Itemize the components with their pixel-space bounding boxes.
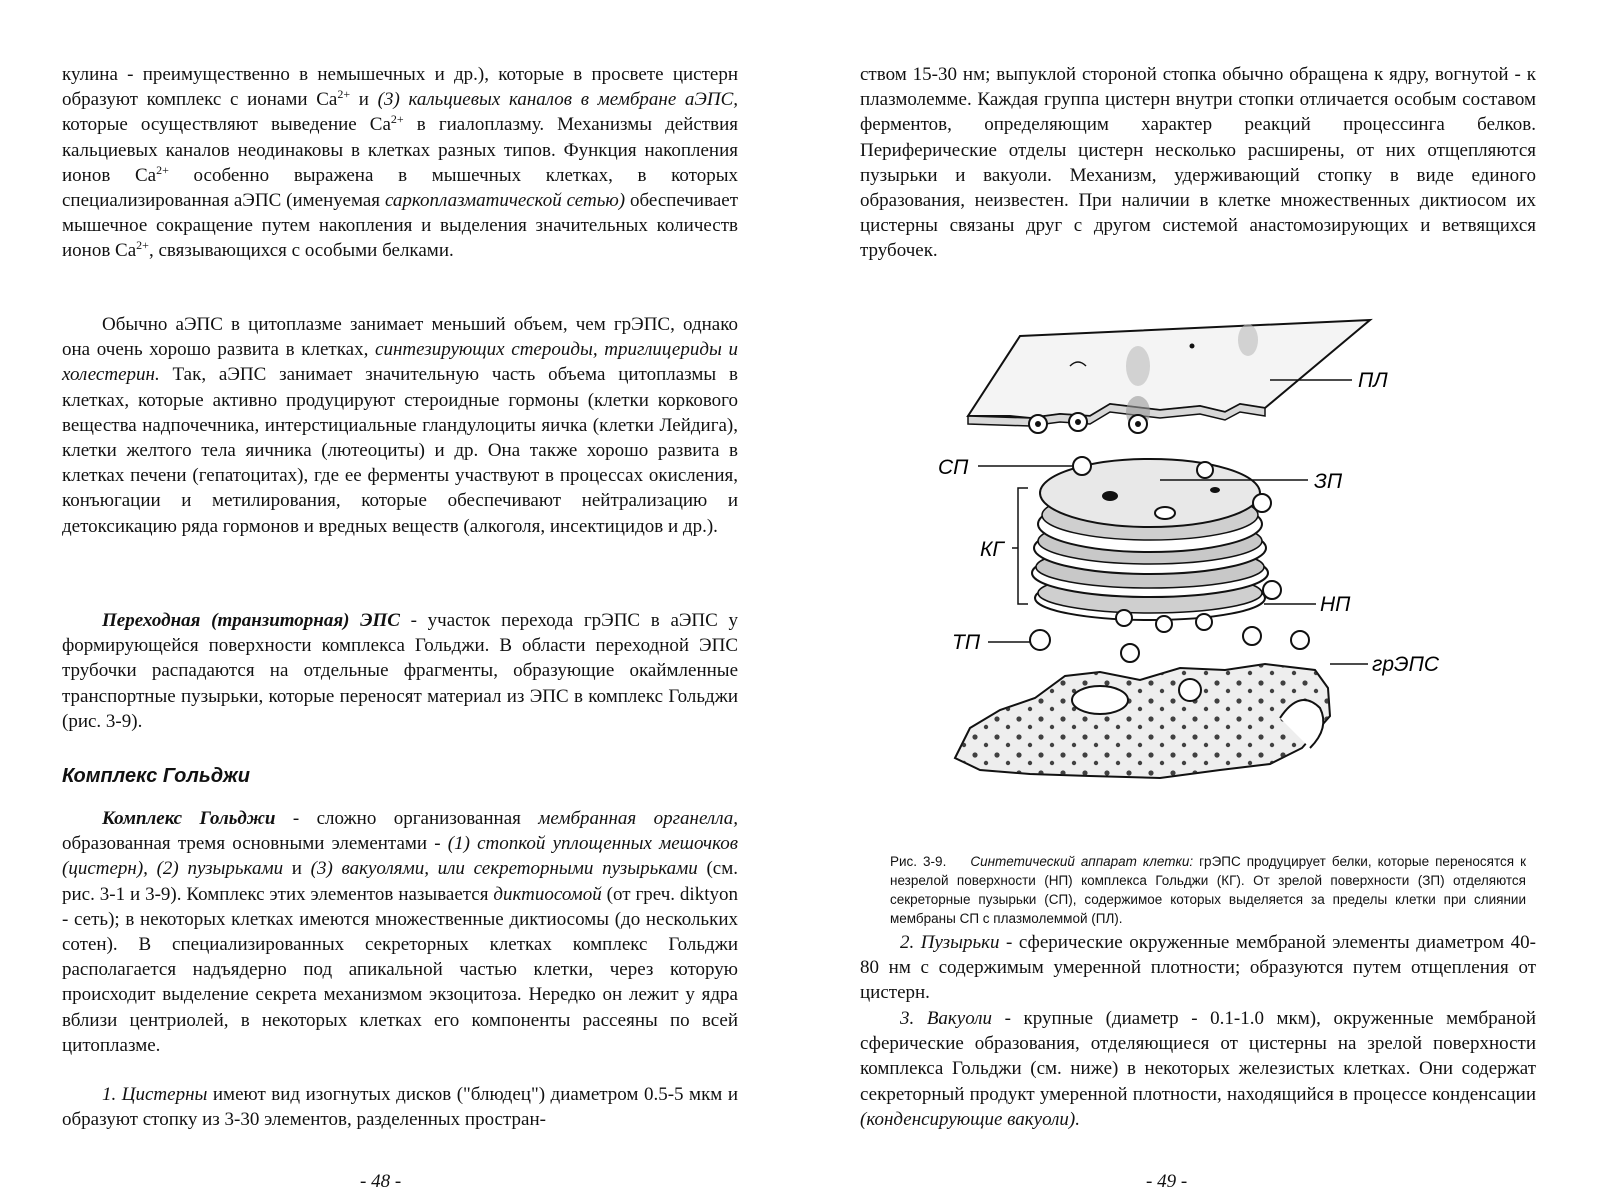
label-rough-er: грЭПС [1372,653,1439,676]
paragraph-ca-channels: кулина - преимущественно в немышечных и др.), которые в просвете цистерн образуют комплекс с ионами $Са^{2+}$ и (3) кальциевых каналов в мембране аЭПС, которые осуществляют выведение $Са^{2+}$ в гиалоплазму. Механизмы действия кальциевых каналов неодинаковы в клетках разных типов. Функция накопления ионов $Са^{2+}$ особенно выражена в мышечных клетках, в которых специализированная аЭПС (именуемая саркоплазматической сетью) обеспечивает мышечное сокращение путем накопления и выделения значительных количеств ионов $Са^{2+}$, связывающихся с особыми белками. [62,64,739,262]
label-transport-vesicles: ТП [952,631,981,654]
paragraph-cisterns: 1. Цистерны имеют вид изогнутых дисков ("блюдец") диаметром 0.5-5 мкм и образуют стопку из 3-30 элементов, разделенных простран- [62,1084,739,1131]
page-number-left: - 48 - [360,1171,402,1192]
golgi-stack [1032,457,1281,645]
figure-caption: Рис. 3-9. Синтетический аппарат клетки: грЭПС продуцирует белки, которые переносятся к незрелой поверхности (НП) комплекса Гольджи (КГ). От зрелой поверхности (ЗП) отделяются секреторные пузырьки (СП), содержимое которых выделяется за пределы клетки при слиянии мембраны СП с плазмолеммой (ПЛ). [890,854,1526,926]
label-golgi-complex: КГ [980,538,1004,561]
left-page [62,0,740,1196]
paragraph-cistern-stack: ством 15-30 нм; выпуклой стороной стопка обычно обращена к ядру, вогнутой - к плазмолемме. Каждая группа цистерн внутри стопки отличается особым составом ферментов, определяющим характер реакций процессинга белков. Периферические отделы цистерн несколько расширены, от них отщепляются пузырьки и вакуоли. Механизм, удерживающий стопку в виде единого образования, неизвестен. При наличии в клетке множественных диктиосом их цистерны связаны друг с другом системой анастомозирующих и ветвящихся трубочек. [860,64,1536,262]
paragraph-vesicles: 2. Пузырьки - сферические окруженные мембраной элементы диаметром 40-80 нм с содержимым умеренной плотности; образуются путем отщепления от цистерн. [860,932,1536,1004]
paragraph-smooth-er: Обычно аЭПС в цитоплазме занимает меньший объем, чем грЭПС, однако она очень хорошо развита в клетках, синтезирующих стероиды, триглицериды и холестерин. Так, аЭПС занимает значительную часть объема цитоплазмы в клетках, которые активно продуцируют стероидные гормоны (клетки коркового вещества надпочечника, интерстициальные гландулоциты яичка (клетки Лейдига), клетки желтого тела яичника (лютеоциты) и др. Она также хорошо развита в клетках печени (гепатоцитах), где ее ферменты участвуют в процессах окисления, конъюгации и метилирования, которые обеспечивают нейтрализацию и детоксикацию ряда гормонов и вредных веществ (алкоголя, инсектицидов и др.). [62,314,738,537]
paragraph-golgi-definition: Комплекс Гольджи - сложно организованная мембранная органелла, образованная тремя основными элементами - (1) стопкой уплощенных мешочков (цистерн), (2) пузырьками и (3) вакуолями, или секреторными пузырьками (см. рис. 3-1 и 3-9). Комплекс этих элементов называется диктиосомой (от греч. diktyon - сеть); в некоторых клетках имеются множественные диктиосомы (до нескольких сотен). В специализированных секреторных клетках комплекс Гольджи располагается надъядерно под апикальной частью клетки, через которую происходит выделение секрета механизмом экзоцитоза. Нередко он лежит у ядра вблизи центриолей, в некоторых клетках его компоненты рассеяны по всей цитоплазме. [62,808,738,1056]
paragraph-transitional-er: Переходная (транзиторная) ЭПС - участок перехода грЭПС в аЭПС у формирующейся поверхности комплекса Гольджи. В области переходной ЭПС трубочки распадаются на отдельные фрагменты, образующие окаймленные транспортные пузырьки, которые переносят материал из ЭПС в комплекс Гольджи (рис. 3-9). [62,610,739,732]
section-heading-golgi: Комплекс Гольджи [62,765,250,787]
page-number-right: - 49 - [1146,1171,1188,1192]
plasmalemma-plate [968,320,1370,433]
rough-er [955,631,1330,778]
golgi-apparatus-figure [860,318,1538,788]
paragraph-vacuoles: 3. Вакуоли - крупные (диаметр - 0.1-1.0 мкм), окруженные мембраной сферические образования, отделяющиеся от цистерны на зрелой поверхности комплекса Гольджи (см. ниже) в некоторых железистых клетках. Они содержат секреторный продукт умеренной плотности, находящийся в процессе конденсации (конденсирующие вакуоли). [860,1008,1536,1130]
label-immature-surface: НП [1320,593,1351,616]
right-page [860,0,1538,1196]
label-mature-surface: ЗП [1314,470,1343,493]
label-plasmalemma: ПЛ [1358,369,1388,392]
label-secretory-vesicles: СП [938,456,969,479]
